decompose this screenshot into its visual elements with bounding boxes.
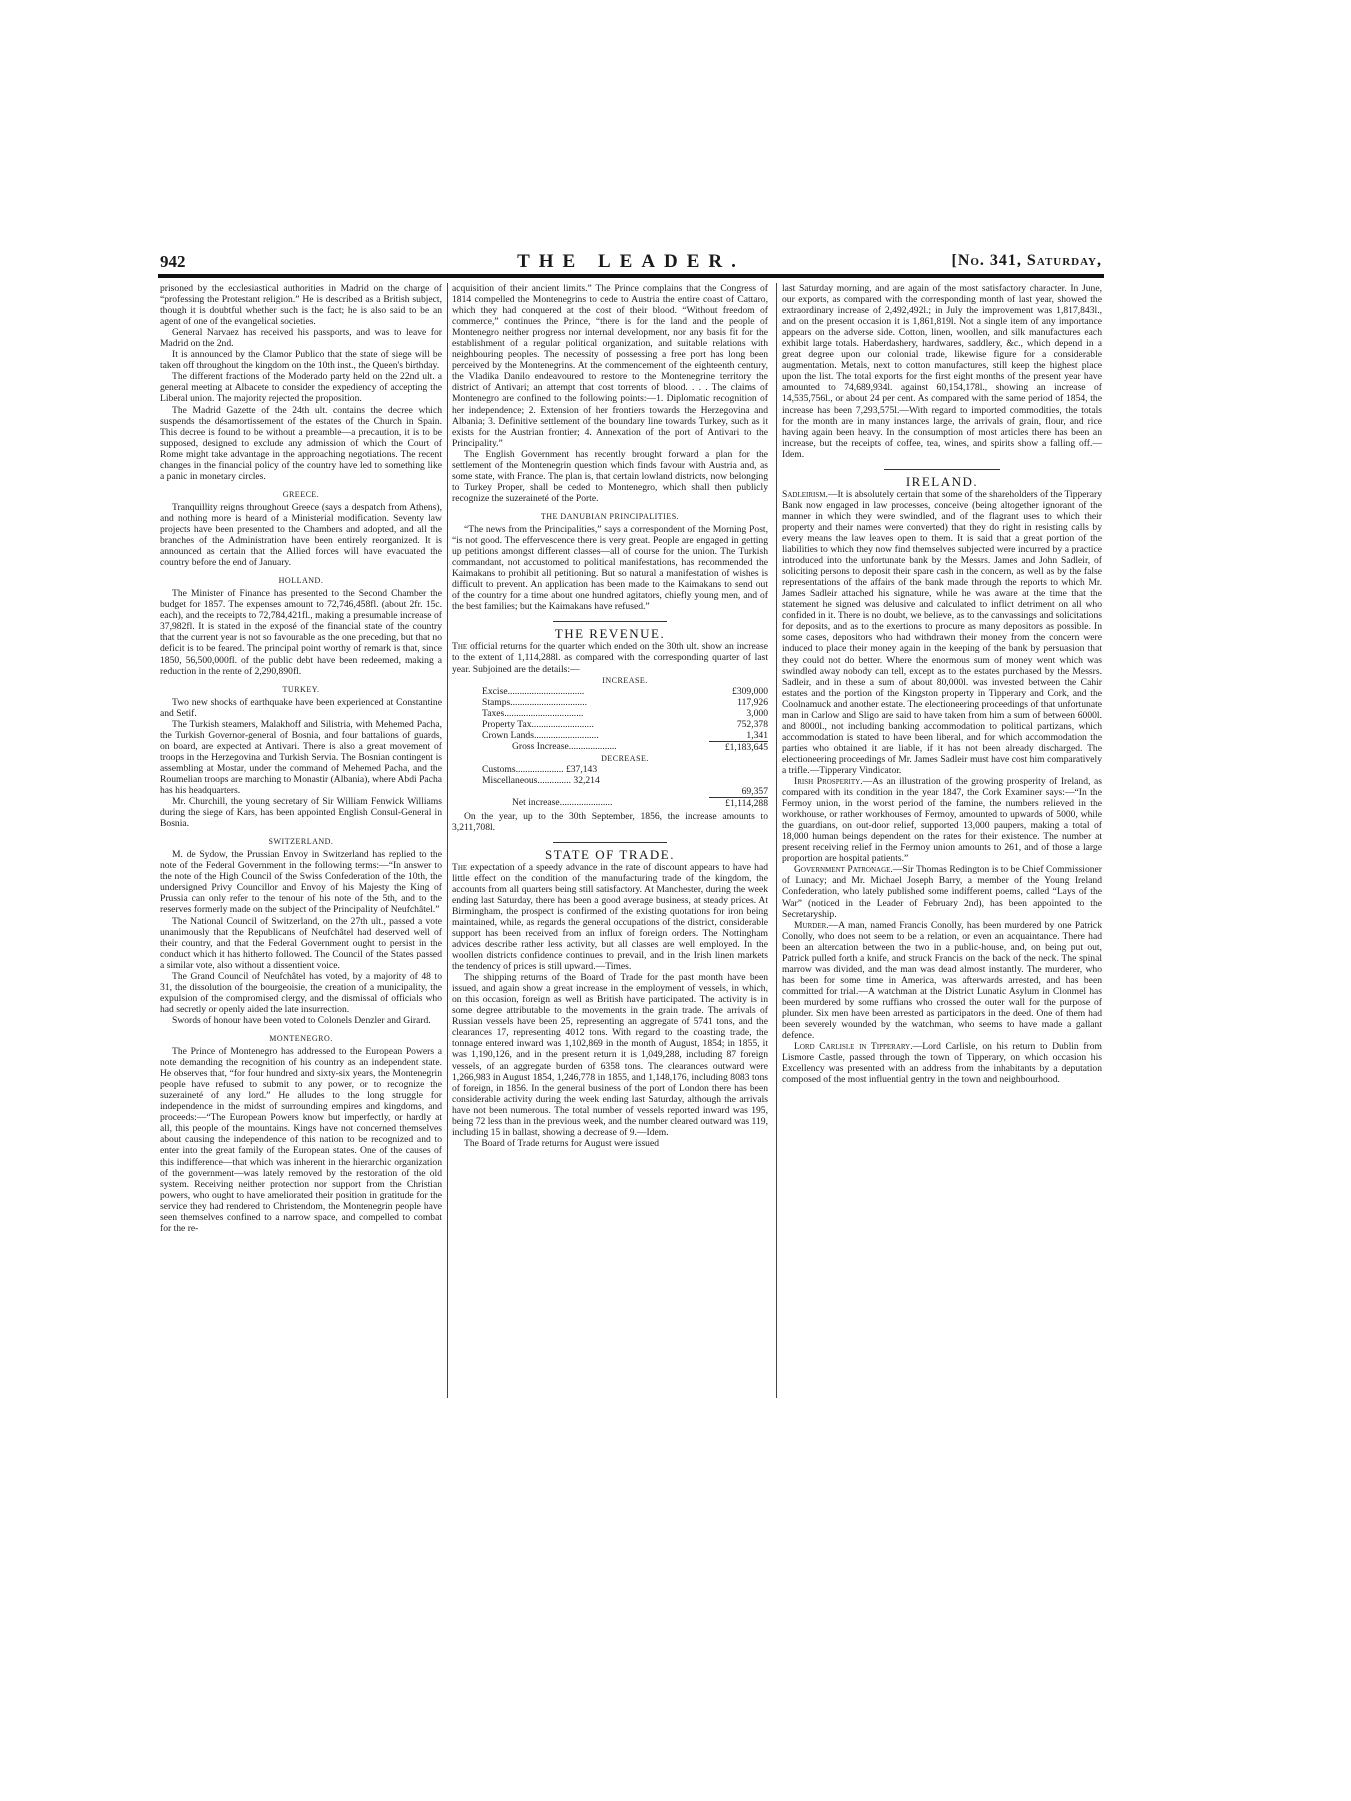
header-rule <box>158 274 1104 278</box>
section-heading: THE DANUBIAN PRINCIPALITIES. <box>540 511 680 521</box>
article-paragraph <box>160 283 442 327</box>
table-item-value: 117,926 <box>737 696 768 708</box>
table-row <box>482 764 768 775</box>
paragraph-text: The English Government has recently brought forward a plan for the settlement of the Montenegrin question which finds favour with Austria and, as some state, with France. The plan is, that certain lowland districts, now belonging to Turkey Proper, shall be ceded to Montenegro, which shall then publicly recognize the suzeraineté of the Porte. <box>452 448 768 504</box>
paragraph-text: expectation of a speedy advance in the rate of discount appears to have had little effect on the condition of the manufacturing trade of the kingdom, the accounts from all quarters being still satisfactory. At Manchester, during the week ending last Saturday, there has been a good average business, at steady prices. At Birmingham, the prospect is confirmed of the existing quotations for iron being maintained, while, as regards the general occupations of the district, considerable support has been received from an influx of foreign orders. The Nottingham advices describe rather less activity, but all classes are well employed. In the woollen districts confidence continues to prevail, and in the Irish linen markets the tendency of prices is still upward.—Times. <box>452 861 768 973</box>
column-2 <box>452 283 768 1398</box>
paragraph-text: The Board of Trade returns for August were issued <box>464 1137 660 1149</box>
paragraph-text: last Saturday morning, and are again of the most satisfactory character. In June, our exports, as compared with the corresponding month of last year, showed the extraordinary increase of 2,492,492l.; in July the improvement was 1,817,843l., and on the present occasion it is 1,861,819l. Not a single item of any importance appears on the adverse side. Cotton, linen, woollen, and silk manufactures each exhibit large totals. Haberdashery, hardwares, saddlery, &c., which depend in a great degree upon our colonial trade, likewise figure for a considerable augmentation. Metals, next to cotton manufactures, still keep the highest place upon the list. The total exports for the first eight months of the present year have amounted to 74,689,934l. against 60,154,178l., showing an increase of 14,535,756l., or about 24 per cent. As compared with the same period of 1854, the increase has been 7,293,575l.—With regard to imported commodities, the totals for the month are in many instances large, the arrivals of grain, flour, and rice having again been heavy. In the consumption of most articles there has been an increase, but the receipts of coffee, tea, wines, and spirits show a falling off.—Idem. <box>782 283 1102 460</box>
table-item-label: Stamps................................ <box>482 696 588 708</box>
article-paragraph <box>160 405 442 482</box>
paragraph-text: The Minister of Finance has presented to the Second Chamber the budget for 1857. The expenses amount to 72,746,458fl. (about 2fr. 15c. each), and the receipts to 72,784,421fl., making a presumable increase of 37,982fl. It is stated in the exposé of the financial state of the country that the current year is not so favourable as the one preceding, but that no deficit is to be feared. The principal point worthy of remark is that, since 1850, 56,500,000fl. of the public debt have been redeemed, making a reduction in the rente of 2,290,890fl. <box>160 588 442 677</box>
paragraph-lead: Murder. <box>794 919 829 931</box>
paragraph-text: The National Council of Switzerland, on the 27th ult., passed a vote unanimously that the Republicans of Neufchâtel had deserved well of their country, and that the Federal Government ought to persist in the conduct which it has hitherto followed. The Council of the States passed a similar vote, also without a dissentient voice. <box>160 915 442 971</box>
table-row <box>482 719 768 730</box>
table-row <box>482 730 768 742</box>
article-paragraph <box>160 371 442 404</box>
paragraph-text: The Turkish steamers, Malakhoff and Silistria, with Mehemed Pacha, the Turkish Governor-general of Bosnia, and four battalions of guards, on board, are expected at Antivari. There is also a great movement of troops in the Herzegovina and Turkish Servia. The Bosnian contingent is assembling at Mostar, under the command of Mehemed Pacha, and the Roumelian troops are marching to Monastir (Albania), where Abdi Pacha has his headquarters. <box>160 718 442 797</box>
table-item-value: 752,378 <box>736 718 768 730</box>
paragraph-text: Tranquillity reigns throughout Greece (says a despatch from Athens), and nothing more is heard of a Ministerial modification. Seventy law projects have been presented to the Chambers and adopted, and all the branches of the Administration have been entirely reorganized. It is announced as certain that the Allied forces will have evacuated the country before the end of January. <box>160 501 442 569</box>
column-3 <box>782 283 1102 1398</box>
paragraph-text: Two new shocks of earthquake have been experienced at Constantine and Setif. <box>160 696 442 719</box>
paragraph-lead: Government Patronage. <box>794 864 893 876</box>
article-paragraph <box>782 864 1102 919</box>
table-item-value: 3,000 <box>746 707 768 719</box>
article-title: STATE OF TRADE. <box>545 846 675 862</box>
paragraph-text: M. de Sydow, the Prussian Envoy in Switzerland has replied to the note of the Federal Government in the following terms:—“In answer to the note of the High Council of the Swiss Confederation of the 10th, the undersigned Privy Councillor and Envoy of his Majesty the King of Prussia can only refer to the tenour of his note of the 5th, and to the reserves formerly made on the subject of the Principality of Neufchâtel.” <box>160 849 442 916</box>
paragraph-text: General Narvaez has received his passports, and was to leave for Madrid on the 2nd. <box>160 327 442 350</box>
article-paragraph <box>160 1046 442 1234</box>
paragraph-text: The shipping returns of the Board of Trade for the past month have been issued, and again show a great increase in the employment of vessels, in which, on this occasion, foreign as well as British have participated. The activity is in some degree attributable to the movements in the grain trade. The arrivals of Russian vessels have been 25, representing an aggregate of 5741 tons, and the clearances 17, representing 4012 tons. With regard to the coasting trade, the tonnage entered inward was 1,102,869 in the month of August, 1854; in 1855, it was 1,190,126, and in the present return it is 1,049,288, including 87 foreign vessels, of an aggregate burden of 6358 tons. The clearances outward were 1,266,983 in August 1854, 1,246,778 in 1855, and 1,148,176, including 8083 tons of foreign, in 1856. In the general business of the port of London there has been considerable activity during the week ending last Saturday, although the arrivals have not been numerous. The total number of vessels reported inward was 195, being 72 less than in the previous week, and the number cleared outward was 119, including 15 in ballast, showing a decrease of 9.—Idem. <box>452 972 768 1138</box>
article-paragraph <box>160 588 442 676</box>
table-row <box>482 786 768 798</box>
article-paragraph <box>452 449 768 504</box>
article-paragraph <box>160 719 442 796</box>
table-item-value <box>709 775 769 786</box>
table-item-label: Property Tax.......................... <box>482 718 594 730</box>
paragraph-text: Swords of honour have been voted to Colonels Denzler and Girard. <box>172 1014 431 1026</box>
paragraph-text: acquisition of their ancient limits.” The Prince complains that the Congress of 1814 compelled the Montenegrins to cede to Austria the entire coast of Cattaro, which they had conquered at the cost of their blood. “Without freedom of commerce,” continues the Prince, “there is for the land and the people of Montenegro neither progress nor internal development, nor any basis fit for the establishment of a regular political organization, and suitable relations with neighbouring peoples. The necessity of possessing a free port has long been perceived by the Montenegrins. At the commencement of the eighteenth century, the Vladika Danilo endeavoured to restore to the Montenegrine territory the district of Antivari; an attempt that cost torrents of blood. . . . The claims of Montenegro are confined to the following points:—1. Diplomatic recognition of her independence; 2. Extension of her frontiers towards the Herzegovina and Albania; 3. Definitive settlement of the boundary line towards Turkey, such as it exists for the Austrian frontier; 4. Annexation of the port of Antivari to the Principality.” <box>452 283 768 449</box>
table-item-label: Excise................................ <box>482 685 585 697</box>
article-paragraph <box>160 796 442 829</box>
masthead-title: THE LEADER. <box>517 251 745 272</box>
table-row <box>482 775 768 786</box>
column-divider <box>447 283 448 1398</box>
table-item-value: £309,000 <box>732 685 768 697</box>
section-heading: TURKEY. <box>282 684 320 694</box>
article-separator <box>884 469 999 470</box>
revenue-table <box>482 675 768 809</box>
paragraph-text: —It is absolutely certain that some of the shareholders of the Tipperary Bank now engaged in law processes, conceive (being altogether ignorant of the manner in which they were swindled, and of the flagrant uses to which their property and their names were converted) that they do right in resisting calls by every means the law leaves open to them. It is said that a great portion of the liabilities to which they now find themselves subjected were incurred by a practice introduced into the unfortunate bank by the Messrs. James and John Sadleir, of soliciting persons to deposit their spare cash in the concern, as well as by the false representations of the affairs of the bank made through the reports to which Mr. James Sadleir attached his signature, while he was aware at the time that the statement he signed was delusive and calculated to inflict detriment on all who confided in it. There is no doubt, we believe, as to the canvassings and solicitations for deposits, and as to the exertions to procure as many depositors as possible. In some cases, depositors who had withdrawn their money from the concern were induced to place their money again in the keeping of the bank by persuasion that they could not do better. Where the enormous sum of money went which was swindled away nobody can tell, except as to the estates purchased by the Messrs. Sadleir, and in these a sum of about 80,000l. was invested between the Cahir estates and the portion of the Kingston property in Tipperary and Cork, and the Coolnamuck and another estate. The electioneering proceedings of that unfortunate man in Carlow and Sligo are said to have taken from him a sum of between 6000l. and 8000l., not including banking accommodation to political partizans, which accommodation is stated to have been liberal, and for which accommodation the parties who obtained it are liable, if it has not been already discharged. The electioneering proceedings of Mr. James Sadleir must have cost him comparatively a trifle.—Tipperary Vindicator. <box>782 488 1102 776</box>
table-item-label: Taxes................................. <box>482 707 584 719</box>
column-divider <box>776 283 777 1398</box>
article-paragraph <box>160 971 442 1015</box>
paragraph-lead: Lord Carlisle in Tipperary. <box>794 1041 913 1053</box>
table-item-value <box>709 764 769 775</box>
paragraph-text: It is announced by the Clamor Publico that the state of siege will be taken off throughout the kingdom on the 10th inst., the Queen's birthday. <box>160 349 442 372</box>
article-paragraph <box>160 1015 442 1026</box>
article-paragraph <box>782 776 1102 864</box>
article-paragraph <box>782 283 1102 460</box>
paragraph-text: —Sir Thomas Redington is to be Chief Commissioner of Lunacy; and Mr. Michael Joseph Barry, a member of the Young Ireland Confederation, who lately published some indifferent poems, called “Lays of the War” (noticed in the Leader of February 2nd), has been appointed to the Secretaryship. <box>782 864 1102 920</box>
article-paragraph <box>160 349 442 371</box>
table-item-label: Net increase...................... <box>512 797 613 809</box>
article-title: IRELAND. <box>905 473 979 489</box>
table-item-label: Customs.................... £37,143 <box>482 763 598 775</box>
paragraph-text: The Madrid Gazette of the 24th ult. contains the decree which suspends the désamortissement of the estates of the Church in Spain. This decree is found to be without a preamble—a precaution, it is to be supposed, designed to exclude any admission of which the Court of Rome might take advantage in the approaching negotiations. The recent changes in the financial policy of the country have led to something like a panic in monetary circles. <box>160 404 442 482</box>
paragraph-text: —Lord Carlisle, on his return to Dublin from Lismore Castle, passed through the town of Tipperary, on which occasion his Excellency was presented with an address from the inhabitants by a deputation composed of the most influential gentry in the town and neighbourhood. <box>782 1041 1102 1086</box>
paragraph-text: —As an illustration of the growing prosperity of Ireland, as compared with its condition in the year 1847, the Cork Examiner says:—“In the Fermoy union, in the worst period of the famine, the numbers relieved in the workhouse, or rather workhouses of Fermoy, amounted to upwards of 5000, while the guardians, on out-door relief, supported 13,000 paupers, making a total of 18,000 human beings dependent on the rates for their existence. The number at present receiving relief in the Fermoy union amounts to 261, and of those a large proportion are hospital patients.” <box>782 776 1102 865</box>
article-paragraph <box>160 327 442 349</box>
table-item-label: Crown Lands........................... <box>482 729 599 741</box>
paragraph-text: The different fractions of the Moderado party held on the 22nd ult. a general meeting at Albacete to consider the expediency of accepting the Liberal union. The majority rejected the proposition. <box>160 371 442 405</box>
table-row <box>482 741 768 753</box>
paragraph-text: The Grand Council of Neufchâtel has voted, by a majority of 48 to 31, the dissolution of the bourgeoisie, the creation of a municipality, the expulsion of the compromised clergy, and the dismissal of officials who had secretly or openly aided the late insurrection. <box>160 970 442 1015</box>
paragraph-lead: The <box>452 641 468 653</box>
section-heading: HOLLAND. <box>278 576 324 586</box>
paragraph-text: The Prince of Montenegro has addressed to the European Powers a note demanding the recognition of his country as an independent state. He observes that, “for four hundred and sixty-six years, the Montenegrin people have refused to submit to any power, or to recognize the suzeraineté of any lord.” He alludes to the long struggle for independence in the midst of surrounding empires and kingdoms, and proceeds:—“The European Powers know but imperfectly, or hardly at all, this people of the mountains. Kings have not concerned themselves about causing the independence of this nation to be recognized and to enter into the great family of the European states. One of the causes of this indifference—that which was inherent in the hierarchic organization of the government—was lately removed by the restoration of the old system. Receiving neither protection nor support from the Christian powers, who ought to have ameliorated their position in gratitude for the service they had rendered to Christendom, the Montenegrin people have seen themselves confined to a narrow space, and compelled to combat for the re- <box>160 1046 442 1234</box>
article-paragraph <box>452 283 768 449</box>
paragraph-text: Mr. Churchill, the young secretary of Sir William Fenwick Williams during the siege of Kars, has been appointed English Consul-General in Bosnia. <box>160 796 442 830</box>
table-item-label: Gross Increase.................... <box>512 741 617 753</box>
table-item-value: £1,114,288 <box>725 797 768 809</box>
paragraph-lead: Irish Prosperity. <box>794 776 863 788</box>
article-paragraph <box>452 1138 768 1149</box>
table-row <box>482 708 768 719</box>
section-heading: MONTENEGRO. <box>269 1034 333 1043</box>
paragraph-text: official returns for the quarter which ended on the 30th ult. show an increase to the extent of 1,114,288l. as compared with the corresponding quarter of last year. Subjoined are the details:— <box>452 641 768 675</box>
article-paragraph <box>782 489 1102 776</box>
article-paragraph <box>782 920 1102 1042</box>
paragraph-text: —A man, named Francis Conolly, has been murdered by one Patrick Conolly, who does not seem to be a relation, or even an acquaintance. There had been an altercation between the two in a public-house, and, on being put out, Patrick pulled forth a knife, and struck Francis on the back of the neck. The spinal marrow was divided, and the man was dead almost instantly. The murderer, who has been for some time in America, was afterwards arrested, and has been committed for trial.—A watchman at the District Lunatic Asylum in Clonmel has been murdered by some ruffians who crossed the outer wall for the purpose of plunder. Six men have been arrested as participators in the deed. One of them had been severely wounded by the watchman, who seems to have made a gallant defence. <box>782 919 1102 1042</box>
paragraph-text: “The news from the Principalities,” says a correspondent of the Morning Post, “is not good. The effervescence there is very great. People are engaged in getting up petitions amongst different classes—all of course for the union. The Turkish commandant, not accustomed to political manifestations, has recommended the Kaimakans to prohibit all petitioning. But so natural a manifestation of wishes is difficult to prevent. An application has been made to the Kaimakans to send out of the country for a time about one hundred agitators, chiefly young men, and of the best families; but the Kaimakans have refused.” <box>452 523 768 613</box>
article-paragraph <box>452 524 768 612</box>
article-paragraph <box>160 697 442 719</box>
table-row <box>482 753 768 764</box>
table-row <box>482 697 768 708</box>
table-item-value: 69,357 <box>709 786 769 798</box>
table-section-label: DECREASE. <box>601 753 649 763</box>
section-heading: GREECE. <box>282 489 320 499</box>
table-item-value: 1,341 <box>709 730 769 742</box>
article-paragraph <box>160 849 442 915</box>
table-section-label: INCREASE. <box>602 675 648 685</box>
table-item-value: £1,183,645 <box>724 741 768 753</box>
table-row <box>482 686 768 697</box>
issue-label: [No. 341, Saturday, <box>951 252 1102 269</box>
page-header <box>160 252 1102 274</box>
section-heading: SWITZERLAND. <box>268 837 334 847</box>
paragraph-lead: The <box>452 861 468 873</box>
paragraph-text: prisoned by the ecclesiastical authorities in Madrid on the charge of “professing the Protestant religion.” He is described as a British subject, though it is doubtful whether such is the fact; he is also said to be an agent of one of the evangelical societies. <box>160 283 442 328</box>
article-paragraph <box>452 862 768 972</box>
article-paragraph <box>782 1041 1102 1085</box>
page-number: 942 <box>160 252 186 271</box>
column-1 <box>160 283 442 1398</box>
article-paragraph <box>452 972 768 1138</box>
article-separator <box>553 621 667 622</box>
article-paragraph <box>452 641 768 674</box>
table-item-label <box>482 786 709 798</box>
table-item-label: Miscellaneous.............. 32,214 <box>482 774 600 786</box>
article-paragraph <box>160 916 442 971</box>
article-separator <box>553 842 667 843</box>
paragraph-text: On the year, up to the 30th September, 1856, the increase amounts to 3,211,708l. <box>452 810 768 833</box>
paragraph-lead: Sadleirism. <box>782 488 828 500</box>
article-paragraph <box>160 502 442 568</box>
table-row <box>482 797 768 809</box>
table-row <box>482 675 768 686</box>
article-title: THE REVENUE. <box>554 626 666 642</box>
article-paragraph <box>452 811 768 833</box>
